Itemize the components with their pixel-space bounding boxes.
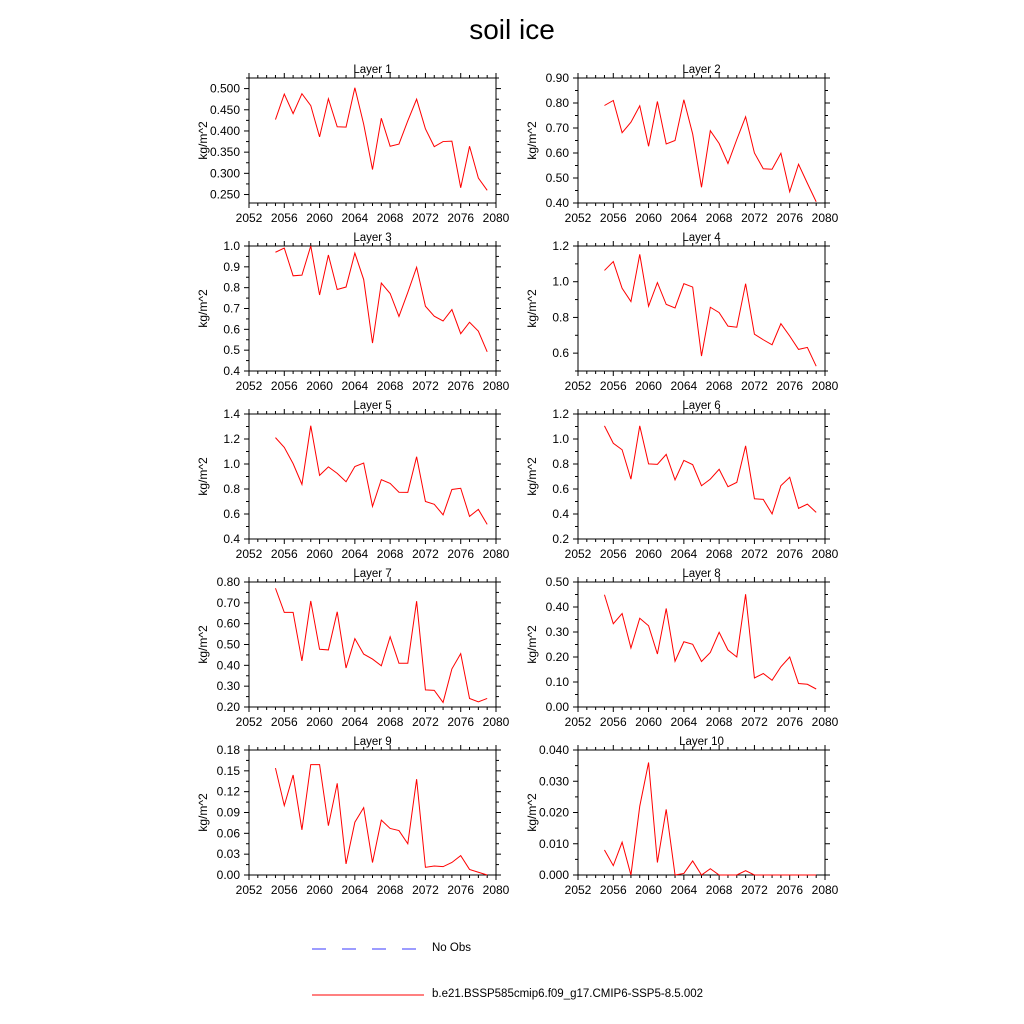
series-line	[275, 426, 487, 525]
panel-frame	[578, 582, 825, 707]
x-tick-label: 2056	[270, 547, 298, 561]
legend-label-no-obs: No Obs	[432, 942, 471, 954]
y-tick-label: 0.20	[545, 650, 569, 664]
y-tick-label: 0.70	[216, 595, 240, 610]
panel-layer-2	[525, 64, 839, 225]
x-tick-label: 2080	[811, 379, 839, 393]
x-tick-label: 2072	[741, 883, 768, 897]
x-tick-label: 2056	[599, 211, 627, 225]
y-tick-label: 0.6	[223, 322, 240, 337]
panel-title: Layer 6	[682, 400, 721, 412]
y-tick-label: 0.500	[209, 81, 240, 96]
y-tick-label: 0.4	[552, 507, 569, 521]
x-tick-label: 2060	[635, 715, 662, 729]
panel-layer-4	[525, 232, 839, 393]
series-line	[604, 426, 816, 514]
series-line	[275, 588, 487, 702]
y-tick-label: 0.000	[538, 868, 569, 882]
panel-title: Layer 5	[353, 400, 392, 412]
x-tick-label: 2052	[564, 211, 592, 225]
y-axis-label: kg/m^2	[525, 625, 539, 664]
x-tick-label: 2076	[776, 211, 804, 225]
x-tick-label: 2052	[564, 379, 592, 393]
y-tick-label: 0.350	[209, 145, 240, 160]
panel-title: Layer 7	[353, 568, 392, 580]
x-tick-label: 2080	[811, 715, 839, 729]
x-tick-label: 2076	[447, 715, 475, 729]
y-tick-label: 0.010	[538, 836, 569, 851]
y-tick-label: 1.0	[552, 274, 569, 289]
y-tick-label: 0.00	[216, 868, 240, 882]
y-tick-label: 0.4	[223, 364, 240, 378]
series-line	[604, 763, 816, 876]
y-tick-label: 1.2	[552, 239, 569, 253]
x-tick-label: 2060	[635, 547, 662, 561]
y-tick-label: 0.30	[545, 625, 569, 639]
y-tick-label: 0.6	[552, 482, 569, 496]
x-tick-label: 2072	[412, 379, 439, 393]
y-axis-label: kg/m^2	[196, 457, 210, 496]
x-tick-label: 2068	[376, 715, 404, 729]
panel-title: Layer 10	[679, 736, 724, 748]
panel-layer-6	[525, 400, 839, 561]
y-tick-label: 0.18	[216, 743, 240, 757]
x-tick-label: 2052	[564, 883, 592, 897]
x-tick-label: 2064	[670, 883, 698, 897]
panel-title: Layer 2	[682, 64, 721, 76]
y-tick-label: 0.60	[545, 146, 569, 160]
y-axis-label: kg/m^2	[525, 289, 539, 328]
x-tick-label: 2080	[811, 883, 839, 897]
panel-layer-8	[525, 568, 839, 729]
series-line	[604, 254, 816, 366]
x-tick-label: 2072	[412, 547, 439, 561]
x-tick-label: 2072	[741, 715, 768, 729]
y-axis-label: kg/m^2	[525, 793, 539, 832]
y-tick-label: 0.7	[223, 301, 240, 316]
panel-title: Layer 1	[353, 64, 392, 76]
panel-frame	[249, 414, 496, 539]
x-tick-label: 2052	[235, 211, 263, 225]
x-tick-label: 2060	[635, 883, 662, 897]
y-tick-label: 0.60	[216, 616, 240, 631]
panel-layer-1	[196, 64, 510, 225]
legend-label-model: b.e21.BSSP585cmip6.f09_g17.CMIP6-SSP5-8.5.002	[432, 988, 704, 1000]
y-axis-label: kg/m^2	[525, 121, 539, 160]
y-tick-label: 0.10	[545, 675, 569, 689]
x-tick-label: 2064	[341, 715, 369, 729]
x-tick-label: 2060	[306, 547, 333, 561]
x-tick-label: 2072	[412, 211, 439, 225]
panel-frame	[249, 750, 496, 875]
y-tick-label: 0.4	[223, 532, 240, 546]
panel-title: Layer 9	[353, 736, 392, 748]
x-tick-label: 2080	[482, 379, 510, 393]
panel-frame	[249, 246, 496, 371]
y-tick-label: 0.15	[216, 763, 240, 778]
x-tick-label: 2064	[670, 211, 698, 225]
y-tick-label: 0.50	[545, 575, 569, 589]
x-tick-label: 2080	[482, 547, 510, 561]
y-tick-label: 0.8	[223, 280, 240, 295]
series-line	[275, 246, 487, 352]
panel-title: Layer 3	[353, 232, 392, 244]
y-axis-label: kg/m^2	[196, 625, 210, 664]
y-tick-label: 1.2	[223, 432, 240, 446]
x-tick-label: 2080	[482, 715, 510, 729]
y-axis-label: kg/m^2	[196, 289, 210, 328]
x-tick-label: 2056	[599, 379, 627, 393]
x-tick-label: 2076	[447, 547, 475, 561]
x-tick-label: 2064	[341, 547, 369, 561]
x-tick-label: 2080	[811, 211, 839, 225]
y-tick-label: 0.50	[545, 171, 569, 185]
y-axis-label: kg/m^2	[196, 793, 210, 832]
y-tick-label: 0.040	[538, 743, 569, 757]
x-tick-label: 2076	[776, 715, 804, 729]
page-title: soil ice	[469, 14, 555, 45]
x-tick-label: 2076	[776, 547, 804, 561]
y-tick-label: 0.8	[552, 457, 569, 471]
y-tick-label: 0.8	[552, 310, 569, 325]
panel-frame	[249, 582, 496, 707]
x-tick-label: 2072	[412, 883, 439, 897]
x-tick-label: 2064	[670, 379, 698, 393]
x-tick-label: 2052	[235, 715, 263, 729]
y-tick-label: 0.90	[545, 71, 569, 85]
x-tick-label: 2060	[635, 379, 662, 393]
x-tick-label: 2072	[412, 715, 439, 729]
x-tick-label: 2056	[270, 379, 298, 393]
panel-title: Layer 4	[682, 232, 721, 244]
y-tick-label: 0.9	[223, 259, 240, 274]
y-tick-label: 1.0	[223, 457, 240, 471]
panel-frame	[578, 750, 825, 875]
x-tick-label: 2064	[341, 211, 369, 225]
y-tick-label: 0.50	[216, 637, 240, 652]
x-tick-label: 2076	[447, 379, 475, 393]
x-tick-label: 2076	[776, 379, 804, 393]
x-tick-label: 2052	[235, 547, 263, 561]
y-tick-label: 0.00	[545, 700, 569, 714]
x-tick-label: 2068	[376, 379, 404, 393]
x-tick-label: 2076	[447, 883, 475, 897]
y-tick-label: 0.40	[545, 196, 569, 210]
x-tick-label: 2076	[447, 211, 475, 225]
y-tick-label: 0.250	[209, 187, 240, 202]
y-tick-label: 0.6	[552, 346, 569, 361]
x-tick-label: 2056	[270, 883, 298, 897]
x-tick-label: 2060	[306, 715, 333, 729]
y-tick-label: 0.020	[538, 805, 569, 820]
y-tick-label: 0.400	[209, 123, 240, 138]
y-tick-label: 0.2	[552, 532, 569, 546]
y-tick-label: 0.300	[209, 166, 240, 181]
y-tick-label: 0.5	[223, 343, 240, 358]
series-line	[604, 100, 816, 202]
x-tick-label: 2060	[306, 883, 333, 897]
y-tick-label: 1.0	[223, 239, 240, 253]
y-tick-label: 0.80	[545, 96, 569, 110]
x-tick-label: 2068	[376, 211, 404, 225]
x-tick-label: 2068	[376, 883, 404, 897]
y-tick-label: 0.03	[216, 847, 240, 862]
x-tick-label: 2076	[776, 883, 804, 897]
x-tick-label: 2064	[670, 547, 698, 561]
x-tick-label: 2060	[306, 379, 333, 393]
series-line	[275, 88, 487, 191]
x-tick-label: 2052	[235, 379, 263, 393]
y-tick-label: 0.12	[216, 784, 240, 799]
y-tick-label: 0.6	[223, 507, 240, 521]
x-tick-label: 2056	[270, 211, 298, 225]
x-tick-label: 2080	[482, 211, 510, 225]
x-tick-label: 2056	[599, 715, 627, 729]
panel-frame	[578, 414, 825, 539]
x-tick-label: 2068	[705, 715, 733, 729]
x-tick-label: 2052	[564, 547, 592, 561]
y-tick-label: 1.2	[552, 407, 569, 421]
x-tick-label: 2068	[705, 211, 733, 225]
y-tick-label: 0.20	[216, 700, 240, 714]
y-tick-label: 0.40	[545, 600, 569, 614]
x-tick-label: 2072	[741, 211, 768, 225]
panel-layer-5	[196, 400, 510, 561]
panel-title: Layer 8	[682, 568, 721, 580]
y-tick-label: 0.450	[209, 102, 240, 117]
x-tick-label: 2080	[482, 883, 510, 897]
panel-layer-3	[196, 232, 510, 393]
x-tick-label: 2064	[670, 715, 698, 729]
panel-layer-10	[525, 736, 839, 897]
panel-layer-7	[196, 568, 510, 729]
x-tick-label: 2056	[270, 715, 298, 729]
x-tick-label: 2068	[705, 379, 733, 393]
y-tick-label: 0.8	[223, 482, 240, 496]
panel-layer-9	[196, 736, 510, 897]
y-tick-label: 0.70	[545, 121, 569, 135]
y-tick-label: 0.030	[538, 774, 569, 789]
x-tick-label: 2068	[376, 547, 404, 561]
y-tick-label: 0.30	[216, 679, 240, 694]
series-line	[604, 594, 816, 689]
y-tick-label: 0.06	[216, 826, 240, 841]
panel-frame	[249, 78, 496, 203]
x-tick-label: 2052	[564, 715, 592, 729]
series-line	[275, 765, 487, 875]
y-tick-label: 0.40	[216, 658, 240, 673]
y-tick-label: 0.80	[216, 575, 240, 589]
x-tick-label: 2052	[235, 883, 263, 897]
x-tick-label: 2064	[341, 883, 369, 897]
x-tick-label: 2072	[741, 547, 768, 561]
y-axis-label: kg/m^2	[525, 457, 539, 496]
x-tick-label: 2064	[341, 379, 369, 393]
x-tick-label: 2080	[811, 547, 839, 561]
y-axis-label: kg/m^2	[196, 121, 210, 160]
x-tick-label: 2068	[705, 883, 733, 897]
y-tick-label: 1.4	[223, 407, 240, 421]
x-tick-label: 2056	[599, 883, 627, 897]
x-tick-label: 2056	[599, 547, 627, 561]
y-tick-label: 0.09	[216, 805, 240, 820]
x-tick-label: 2068	[705, 547, 733, 561]
x-tick-label: 2072	[741, 379, 768, 393]
y-tick-label: 1.0	[552, 432, 569, 446]
x-tick-label: 2060	[635, 211, 662, 225]
x-tick-label: 2060	[306, 211, 333, 225]
